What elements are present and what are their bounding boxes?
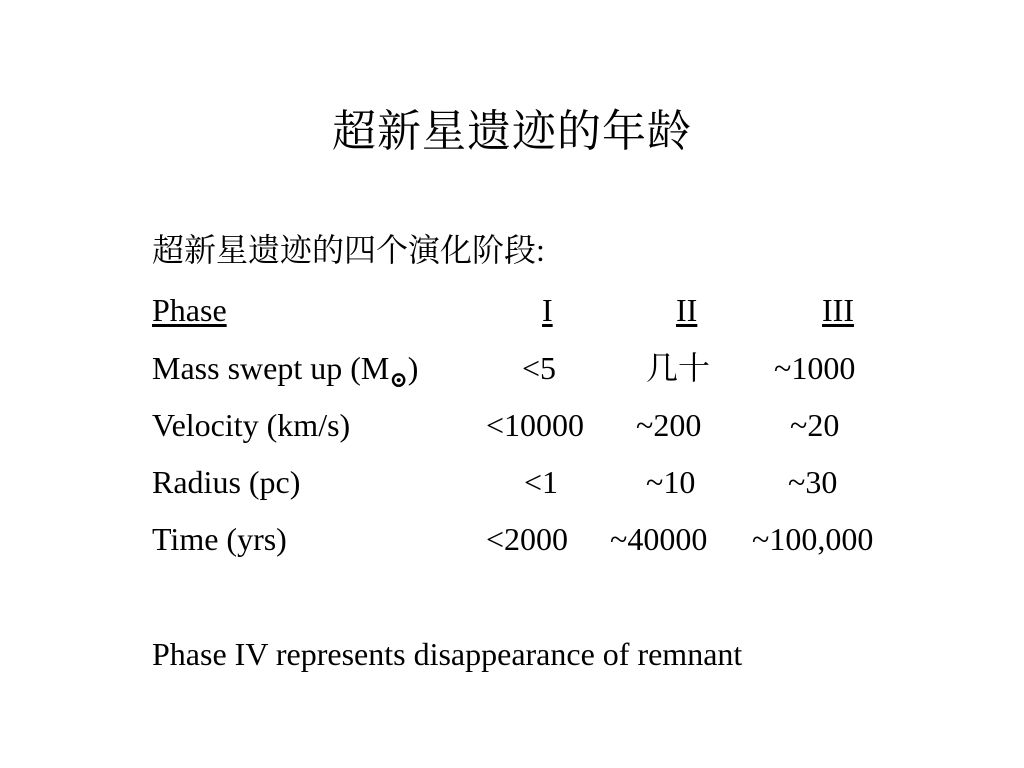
row-label-mass (152, 348, 418, 392)
header-phase-ii: II (676, 292, 698, 328)
intro-line: 超新星遗迹的四个演化阶段: (152, 232, 545, 268)
row-label-radius: Radius (pc) (152, 464, 301, 500)
footnote: Phase IV represents disappearance of remnant (152, 636, 743, 672)
solar-mass-symbol: ⊙ (389, 367, 408, 392)
velocity-phase-i: <10000 (486, 407, 585, 443)
header-phase-i: I (542, 292, 553, 328)
radius-phase-ii: ~10 (646, 464, 696, 500)
mass-phase-iii: ~1000 (774, 350, 856, 386)
row-label-time: Time (yrs) (152, 521, 287, 557)
velocity-phase-iii: ~20 (790, 407, 840, 443)
header-phase-iii: III (822, 292, 854, 328)
velocity-phase-ii: ~200 (636, 407, 702, 443)
time-phase-i: <2000 (486, 521, 569, 557)
row-label-velocity: Velocity (km/s) (152, 407, 351, 443)
time-phase-ii: ~40000 (610, 521, 708, 557)
radius-phase-i: <1 (524, 464, 559, 500)
header-phase-label: Phase (152, 292, 227, 328)
slide-title: 超新星遗迹的年龄 (332, 107, 692, 156)
mass-label-prefix: Mass swept up (M (152, 350, 390, 386)
mass-phase-i: <5 (522, 350, 557, 386)
mass-phase-ii: 几十 (646, 350, 711, 386)
time-phase-iii: ~100,000 (752, 521, 874, 557)
mass-label-suffix: ) (407, 350, 419, 386)
radius-phase-iii: ~30 (788, 464, 838, 500)
